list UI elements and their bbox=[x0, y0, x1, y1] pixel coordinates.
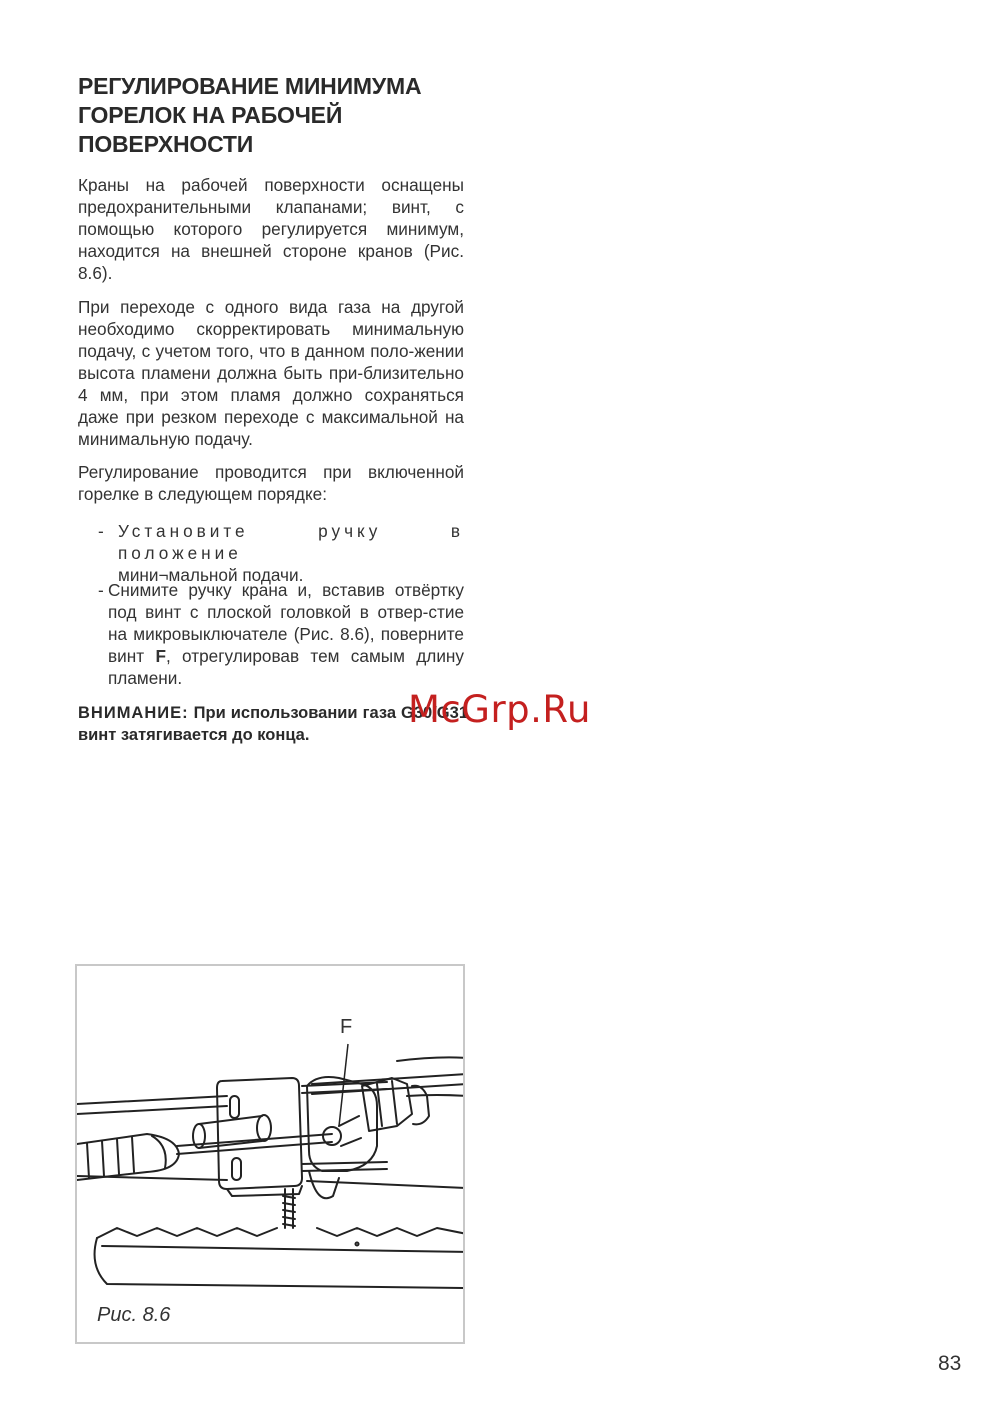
step-2-text: Снимите ручку крана и, вставив отвёртку под винт с плоской головкой в отвер-стие на микровыключателе (Рис. 8.6), поверните винт bbox=[108, 580, 464, 666]
figure-8-6 bbox=[75, 964, 465, 1344]
step-dash: - bbox=[98, 580, 104, 600]
page-number: 83 bbox=[938, 1352, 962, 1375]
figure-label-f: F bbox=[340, 1016, 353, 1038]
heading-line-3: ПОВЕРХНОСТИ bbox=[78, 131, 254, 157]
warning-label: ВНИМАНИЕ: bbox=[78, 704, 189, 722]
paragraph-procedure: Регулирование проводится при включенной горелке в следующем порядке: bbox=[78, 462, 464, 504]
step-2 bbox=[98, 579, 464, 689]
figure-caption: Рис. 8.6 bbox=[97, 1304, 171, 1326]
watermark: McGrp.Ru bbox=[408, 688, 591, 731]
step-1 bbox=[98, 520, 464, 586]
step-dash: - bbox=[98, 521, 104, 541]
step-1-text-a: Установите ручку в положение bbox=[118, 521, 464, 563]
step-1-text-b: мини¬мальной подачи. bbox=[118, 565, 304, 585]
section-heading bbox=[78, 72, 498, 159]
paragraph-gas-change: При переходе с одного вида газа на другой необходимо скорректировать минимальную подачу, с учетом того, что в данном поло-жении высота пламени должна быть при-близительно 4 мм, при этом пламя должно сохраняться даже при резком переходе с максимальной на минимальную подачу. bbox=[78, 297, 464, 449]
paragraph-valves: Краны на рабочей поверхности оснащены предохранительными клапанами; винт, с помощью которого регулируется минимум, находится на внешней стороне кранов (Рис. 8.6). bbox=[78, 175, 464, 283]
burner-valve-illustration bbox=[77, 966, 465, 1344]
step-2-text-end: , отрегулировав тем самым длину пламени. bbox=[108, 646, 465, 688]
warning-text: При использовании газа G30/G31 винт затягивается до конца. bbox=[78, 704, 468, 744]
heading-line-2: ГОРЕЛОК НА РАБОЧЕЙ bbox=[78, 102, 343, 128]
heading-line-1: РЕГУЛИРОВАНИЕ МИНИМУМА bbox=[78, 73, 422, 99]
screw-label-bold: F bbox=[155, 646, 166, 666]
